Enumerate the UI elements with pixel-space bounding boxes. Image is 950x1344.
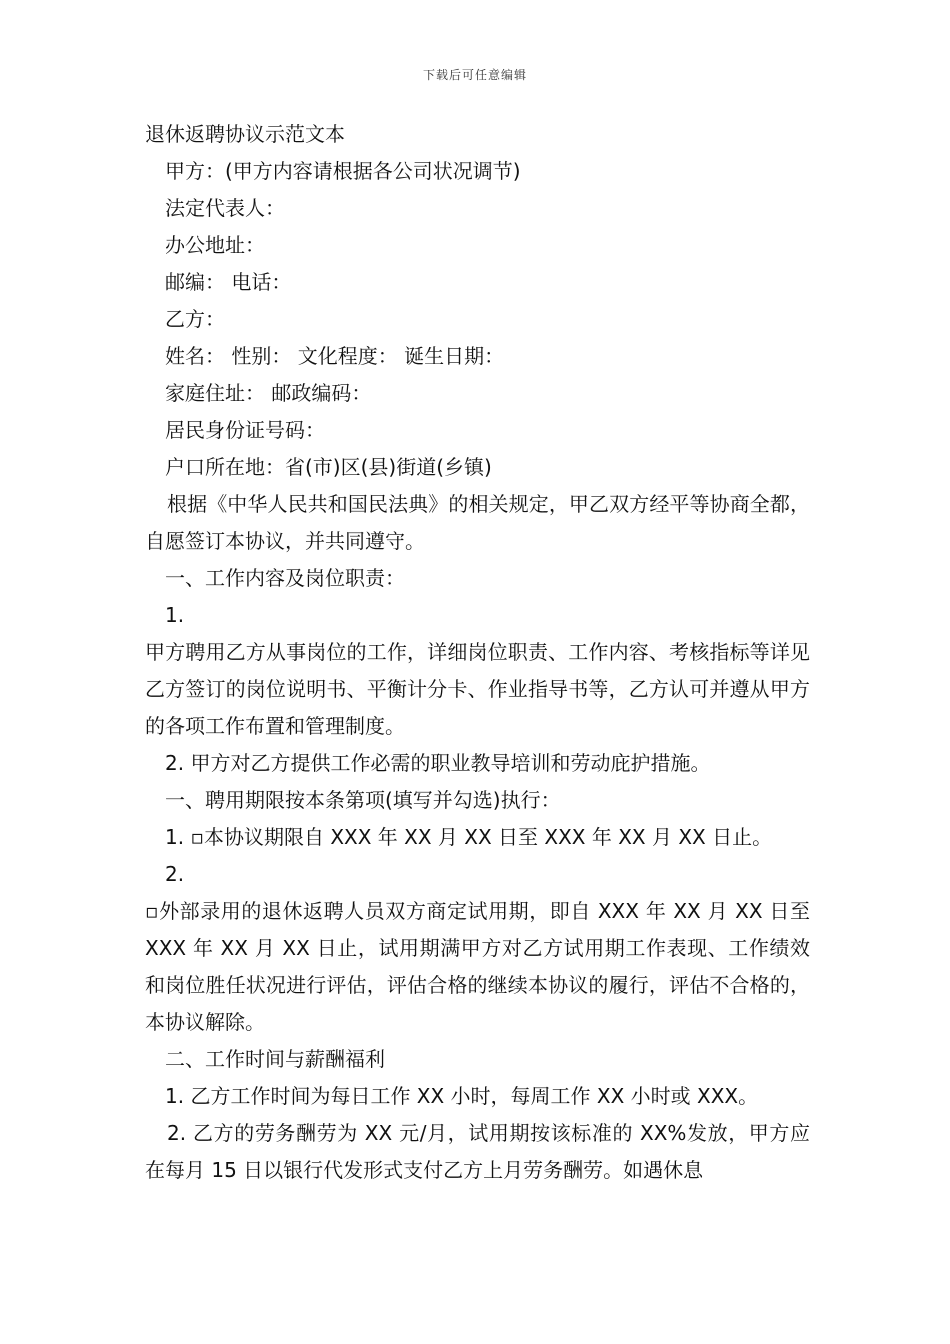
section2-item2-number: 2. (165, 862, 185, 886)
legal-representative-line: 法定代表人： (165, 196, 285, 220)
hukou-line: 户口所在地：省(市)区(县)街道(乡镇) (165, 455, 492, 479)
document-body (145, 116, 810, 1189)
section3-item2: 2. 乙方的劳务酬劳为 XX 元/月，试用期按该标准的 XX%发放，甲方应在每月 15 日以银行代发形式支付乙方上月劳务酬劳。如遇休息 (145, 1121, 810, 1182)
section3-title: 二、工作时间与薪酬福利 (165, 1047, 385, 1071)
office-address-line: 办公地址： (165, 233, 265, 257)
postcode-phone-line: 邮编： 电话： (165, 270, 292, 294)
section1-item2: 2. 甲方对乙方提供工作必需的职业教导培训和劳动庇护措施。 (165, 751, 711, 775)
document-title: 退休返聘协议示范文本 (145, 122, 345, 146)
section1-item1-text: 甲方聘用乙方从事岗位的工作，详细岗位职责、工作内容、考核指标等详见乙方签订的岗位说明书、平衡计分卡、作业指导书等，乙方认可并遵从甲方的各项工作布置和管理制度。 (145, 640, 810, 738)
home-address-line: 家庭住址： 邮政编码： (165, 381, 372, 405)
id-number-line: 居民身份证号码： (165, 418, 325, 442)
page-header-note: 下载后可任意编辑 (422, 68, 527, 82)
section1-title: 一、工作内容及岗位职责： (165, 566, 405, 590)
party-a-line: 甲方：(甲方内容请根据各公司状况调节) (165, 159, 521, 183)
section2-item2-text: ▫外部录用的退休返聘人员双方商定试用期，即自 XXX 年 XX 月 XX 日至 XXX 年 XX 月 XX 日止，试用期满甲方对乙方试用期工作表现、工作绩效和岗位胜任状况进行评估，评估合格的继续本协议的履行，评估不合格的，本协议解除。 (145, 899, 810, 1034)
section2-item1: 1. ▫本协议期限自 XXX 年 XX 月 XX 日至 XXX 年 XX 月 XX 日止。 (165, 825, 773, 849)
personal-info-line: 姓名： 性别： 文化程度： 诞生日期： (165, 344, 505, 368)
section1-item1-number: 1. (165, 603, 185, 627)
section2-title: 一、聘用期限按本条第项(填写并勾选)执行： (165, 788, 561, 812)
party-b-line: 乙方： (165, 307, 225, 331)
preamble-paragraph: 根据《中华人民共和国民法典》的相关规定，甲乙双方经平等协商全都，自愿签订本协议，并共同遵守。 (145, 492, 810, 553)
section3-item1: 1. 乙方工作时间为每日工作 XX 小时，每周工作 XX 小时或 XXX。 (165, 1084, 759, 1108)
